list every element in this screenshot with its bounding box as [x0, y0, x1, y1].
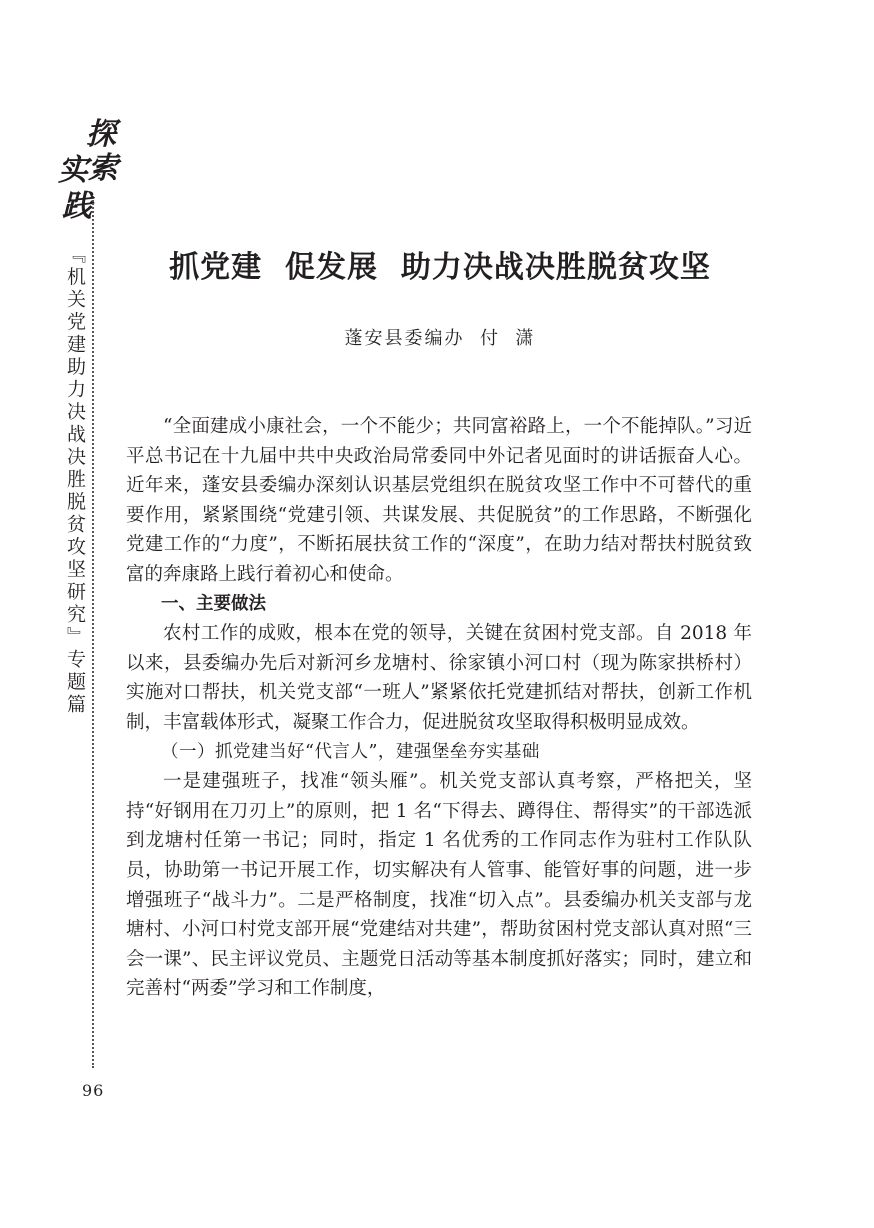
brand-logo-tansuo-shijian — [58, 117, 118, 230]
article-body — [126, 412, 752, 1004]
brand-char: 索 — [88, 151, 118, 186]
sidebar-section-label: 『机关党建助力决战决胜脱贫攻坚研究』专题篇 — [64, 244, 86, 717]
article-author: 蓬安县委编办 付 潇 — [344, 328, 536, 349]
article-title: 抓党建 促发展 助力决战决胜脱贫攻坚 — [169, 250, 711, 285]
brand-char: 践 — [62, 189, 92, 224]
paragraph: 农村工作的成败，根本在党的领导，关键在贫困村党支部。自 2018 年以来，县委编办先后对新河乡龙塘村、徐家镇小河口村（现为陈家拱桥村）实施对口帮扶，机关党支部“一班人”紧紧依托党建抓结对帮扶，创新工作机制，丰富载体形式，凝聚工作合力，促进脱贫攻坚取得积极明显成效。 — [126, 623, 752, 733]
paragraph-intro: “全面建成小康社会，一个不能少；共同富裕路上，一个不能掉队。”习近平总书记在十九届中共中央政治局常委同中外记者见面时的讲话振奋人心。近年来，蓬安县委编办深刻认识基层党组织在脱贫攻坚工作中不可替代的重要作用，紧紧围绕“党建引领、共谋发展、共促脱贫”的工作思路，不断强化党建工作的“力度”，不断拓展扶贫工作的“深度”，在助力结对帮扶村脱贫致富的奔康路上践行着初心和使命。 — [126, 416, 752, 585]
subsection-heading: （一）抓党建当好“代言人”，建强堡垒夯实基础 — [161, 741, 540, 762]
brand-char: 实 — [58, 153, 88, 188]
sidebar-dotted-divider — [92, 200, 94, 1068]
page-number: 96 — [82, 1081, 105, 1100]
section-heading: 一、主要做法 — [161, 593, 266, 614]
brand-char: 探 — [86, 117, 116, 152]
paragraph: 一是建强班子，找准“领头雁”。机关党支部认真考察，严格把关，坚持“好钢用在刀刃上”的原则，把 1 名“下得去、蹲得住、帮得实”的干部选派到龙塘村任第一书记；同时，指定 1 名优秀的工作同志作为驻村工作队队员，协助第一书记开展工作，切实解决有人管事、能管好事的问题，进一步增强班子“战斗力”。二是严格制度，找准“切入点”。县委编办机关支部与龙塘村、小河口村党支部开展“党建结对共建”，帮助贫困村党支部认真对照“三会一课”、民主评议党员、主题党日活动等基本制度抓好落实；同时，建立和完善村“两委”学习和工作制度， — [126, 771, 752, 1000]
